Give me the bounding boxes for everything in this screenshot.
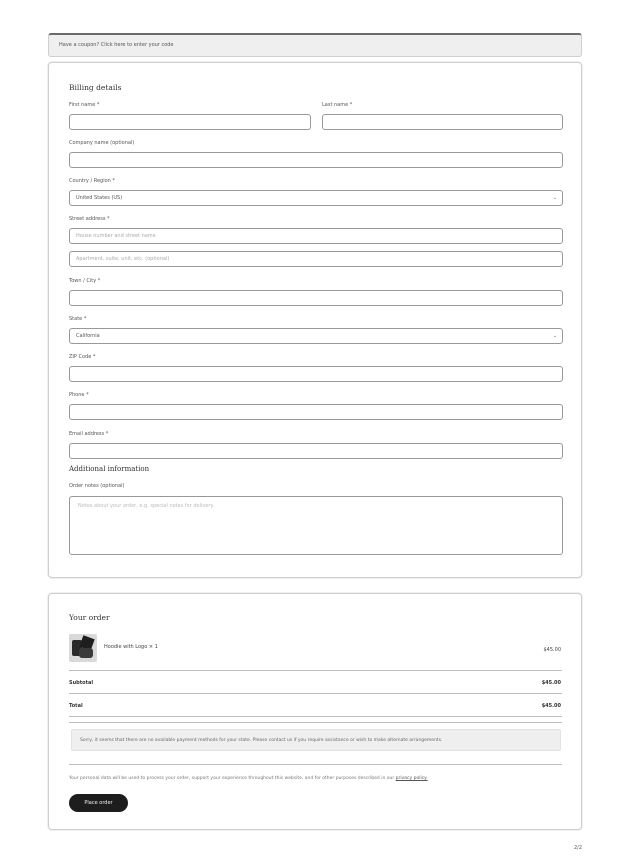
page-indicator: 2/2	[573, 845, 582, 851]
street-address-line1-placeholder: House number and street name	[76, 233, 156, 239]
email-label: Email address *	[69, 431, 109, 437]
coupon-notice-text[interactable]: Have a coupon? Click here to enter your code	[59, 42, 174, 48]
state-select[interactable]	[69, 328, 563, 344]
billing-details-card	[48, 62, 582, 578]
product-thumbnail	[69, 634, 97, 662]
zip-field[interactable]	[69, 366, 563, 382]
phone-label: Phone *	[69, 392, 89, 398]
company-field[interactable]	[69, 152, 563, 168]
divider	[69, 693, 562, 694]
subtotal-value: $45.00	[541, 680, 561, 686]
city-label: Town / City *	[69, 278, 101, 284]
privacy-notice	[69, 776, 428, 781]
privacy-policy-link[interactable]: privacy policy.	[395, 776, 428, 781]
email-field[interactable]	[69, 443, 563, 459]
order-notes-textarea[interactable]	[69, 496, 563, 555]
country-label: Country / Region *	[69, 178, 115, 184]
billing-heading: Billing details	[69, 83, 122, 92]
total-label: Total	[69, 703, 83, 709]
phone-field[interactable]	[69, 404, 563, 420]
order-notes-placeholder: Notes about your order, e.g. special notes for delivery.	[78, 503, 215, 509]
order-heading: Your order	[69, 613, 110, 622]
no-payment-methods-notice	[71, 729, 561, 751]
additional-information-heading: Additional information	[69, 465, 150, 473]
privacy-text: Your personal data will be used to process your order, support your experience throughout this website, and for other purposes described in our	[69, 776, 395, 781]
place-order-button[interactable]: Place order	[69, 794, 128, 812]
coupon-notice[interactable]	[48, 33, 582, 57]
divider	[69, 722, 562, 723]
street-address-line1-field[interactable]	[69, 228, 563, 244]
subtotal-label: Subtotal	[69, 680, 94, 686]
chevron-down-icon: ⌄	[552, 195, 557, 201]
street-address-line2-placeholder: Apartment, suite, unit, etc. (optional)	[76, 256, 170, 262]
product-name: Hoodie with Logo × 1	[104, 644, 158, 650]
state-label: State *	[69, 316, 87, 322]
your-order-card	[48, 593, 582, 830]
chevron-down-icon: ⌄	[552, 333, 557, 339]
city-field[interactable]	[69, 290, 563, 306]
order-notes-label: Order notes (optional)	[69, 483, 125, 489]
product-price: $45.00	[543, 647, 561, 653]
street-address-line2-field[interactable]	[69, 251, 563, 267]
country-select[interactable]	[69, 190, 563, 206]
country-select-value: United States (US)	[76, 195, 123, 201]
divider	[69, 716, 562, 717]
zip-label: ZIP Code *	[69, 354, 96, 360]
first-name-label: First name *	[69, 102, 100, 108]
state-select-value: California	[76, 333, 100, 339]
total-value: $45.00	[541, 703, 561, 709]
divider	[69, 670, 562, 671]
payment-message: Sorry, it seems that there are no available payment methods for your state. Please contact us if you require assistance or wish to make alternate arrangements.	[80, 738, 443, 743]
street-address-label: Street address *	[69, 216, 110, 222]
last-name-field[interactable]	[322, 114, 563, 130]
first-name-field[interactable]	[69, 114, 311, 130]
company-label: Company name (optional)	[69, 140, 135, 146]
divider	[69, 764, 562, 765]
last-name-label: Last name *	[322, 102, 353, 108]
